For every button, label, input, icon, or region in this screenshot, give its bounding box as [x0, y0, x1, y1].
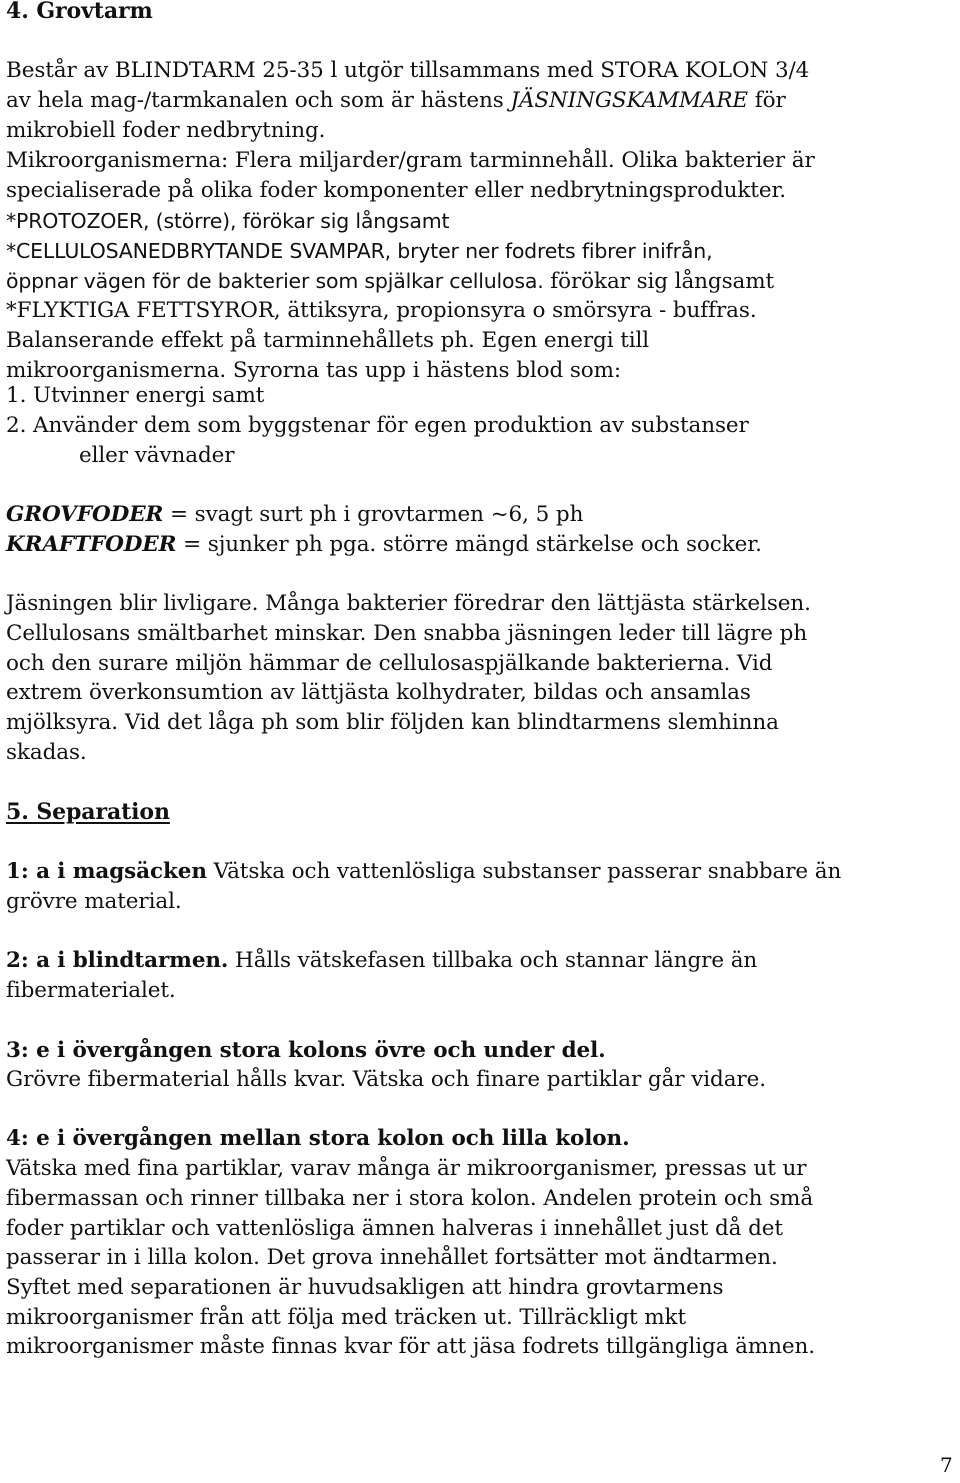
separation-step-4-label: 4: e i övergången mellan stora kolon och lilla kolon. [6, 1126, 630, 1151]
text-line: grövre material. [6, 889, 182, 914]
emphasis-jasningskammare: JÄSNINGSKAMMARE [510, 88, 749, 113]
text-line: mjölksyra. Vid det låga ph som blir följden kan blindtarmens slemhinna [6, 710, 779, 735]
text-line: öppnar vägen för de bakterier som spjälkar cellulosa. förökar sig långsamt [6, 269, 775, 294]
text-line: Balanserande effekt på tarminnehållets ph. Egen energi till [6, 328, 650, 353]
page-number: 7 [940, 1453, 953, 1477]
text-line: Består av BLINDTARM 25-35 l utgör tillsammans med STORA KOLON 3/4 [6, 58, 810, 83]
text-line: *CELLULOSANEDBRYTANDE SVAMPAR, bryter ner fodrets fibrer inifrån, [6, 239, 713, 263]
text-line: GROVFODER = svagt surt ph i grovtarmen ~6, 5 ph [6, 502, 584, 527]
text-line: Syftet med separationen är huvudsakligen att hindra grovtarmens [6, 1275, 724, 1300]
text-line: och den surare miljön hämmar de cellulosaspjälkande bakterierna. Vid [6, 651, 773, 676]
term-grovfoder: GROVFODER [6, 502, 164, 527]
text-line: Vätska med fina partiklar, varav många är mikroorganismer, pressas ut ur [6, 1156, 807, 1181]
text-line: specialiserade på olika foder komponenter eller nedbrytningsprodukter. [6, 178, 787, 203]
text-line: 2: a i blindtarmen. Hålls vätskefasen tillbaka och stannar längre än [6, 948, 758, 973]
text-line: Grövre fibermaterial hålls kvar. Vätska och finare partiklar går vidare. [6, 1067, 766, 1092]
text-line: Jäsningen blir livligare. Många bakterier föredrar den lättjästa stärkelsen. [6, 591, 811, 616]
text-line: *FLYKTIGA FETTSYROR, ättiksyra, propionsyra o smörsyra - buffras. [6, 298, 757, 323]
text-line: fibermassan och rinner tillbaka ner i stora kolon. Andelen protein och små [6, 1186, 814, 1211]
text-line: av hela mag-/tarmkanalen och som är hästens JÄSNINGSKAMMARE för [6, 88, 786, 113]
text-line: mikroorganismerna. Syrorna tas upp i hästens blod som: [6, 358, 622, 383]
text-line: 1: a i magsäcken Vätska och vattenlösliga substanser passerar snabbare än [6, 859, 842, 884]
section-heading-separation: 5. Separation [6, 799, 170, 825]
term-kraftfoder: KRAFTFODER [6, 532, 177, 557]
separation-step-3-label: 3: e i övergången stora kolons övre och under del. [6, 1038, 606, 1063]
text-line: mikrobiell foder nedbrytning. [6, 118, 326, 143]
text-line: foder partiklar och vattenlösliga ämnen halveras i innehållet just då det [6, 1216, 783, 1241]
separation-step-2-label: 2: a i blindtarmen. [6, 948, 229, 973]
list-item: 2. Använder dem som byggstenar för egen produktion av substanser [6, 413, 749, 438]
section-heading-grovtarm: 4. Grovtarm [6, 0, 153, 24]
separation-step-1-label: 1: a i magsäcken [6, 859, 207, 884]
text-line: mikroorganismer måste finnas kvar för att jäsa fodrets tillgängliga ämnen. [6, 1334, 816, 1359]
list-item: 1. Utvinner energi samt [6, 383, 265, 408]
text-line: passerar in i lilla kolon. Det grova innehållet fortsätter mot ändtarmen. [6, 1245, 778, 1270]
text-line: *PROTOZOER, (större), förökar sig långsamt [6, 209, 450, 233]
text-line: skadas. [6, 740, 87, 765]
text-line: fibermaterialet. [6, 978, 176, 1003]
text-line: extrem överkonsumtion av lättjästa kolhydrater, bildas och ansamlas [6, 680, 751, 705]
text-line: Cellulosans smältbarhet minskar. Den snabba jäsningen leder till lägre ph [6, 621, 808, 646]
list-item-continuation: eller vävnader [79, 443, 235, 468]
text-line: mikroorganismer från att följa med träcken ut. Tillräckligt mkt [6, 1305, 687, 1330]
text-line: KRAFTFODER = sjunker ph pga. större mängd stärkelse och socker. [6, 532, 762, 557]
text-line: Mikroorganismerna: Flera miljarder/gram tarminnehåll. Olika bakterier är [6, 148, 815, 173]
